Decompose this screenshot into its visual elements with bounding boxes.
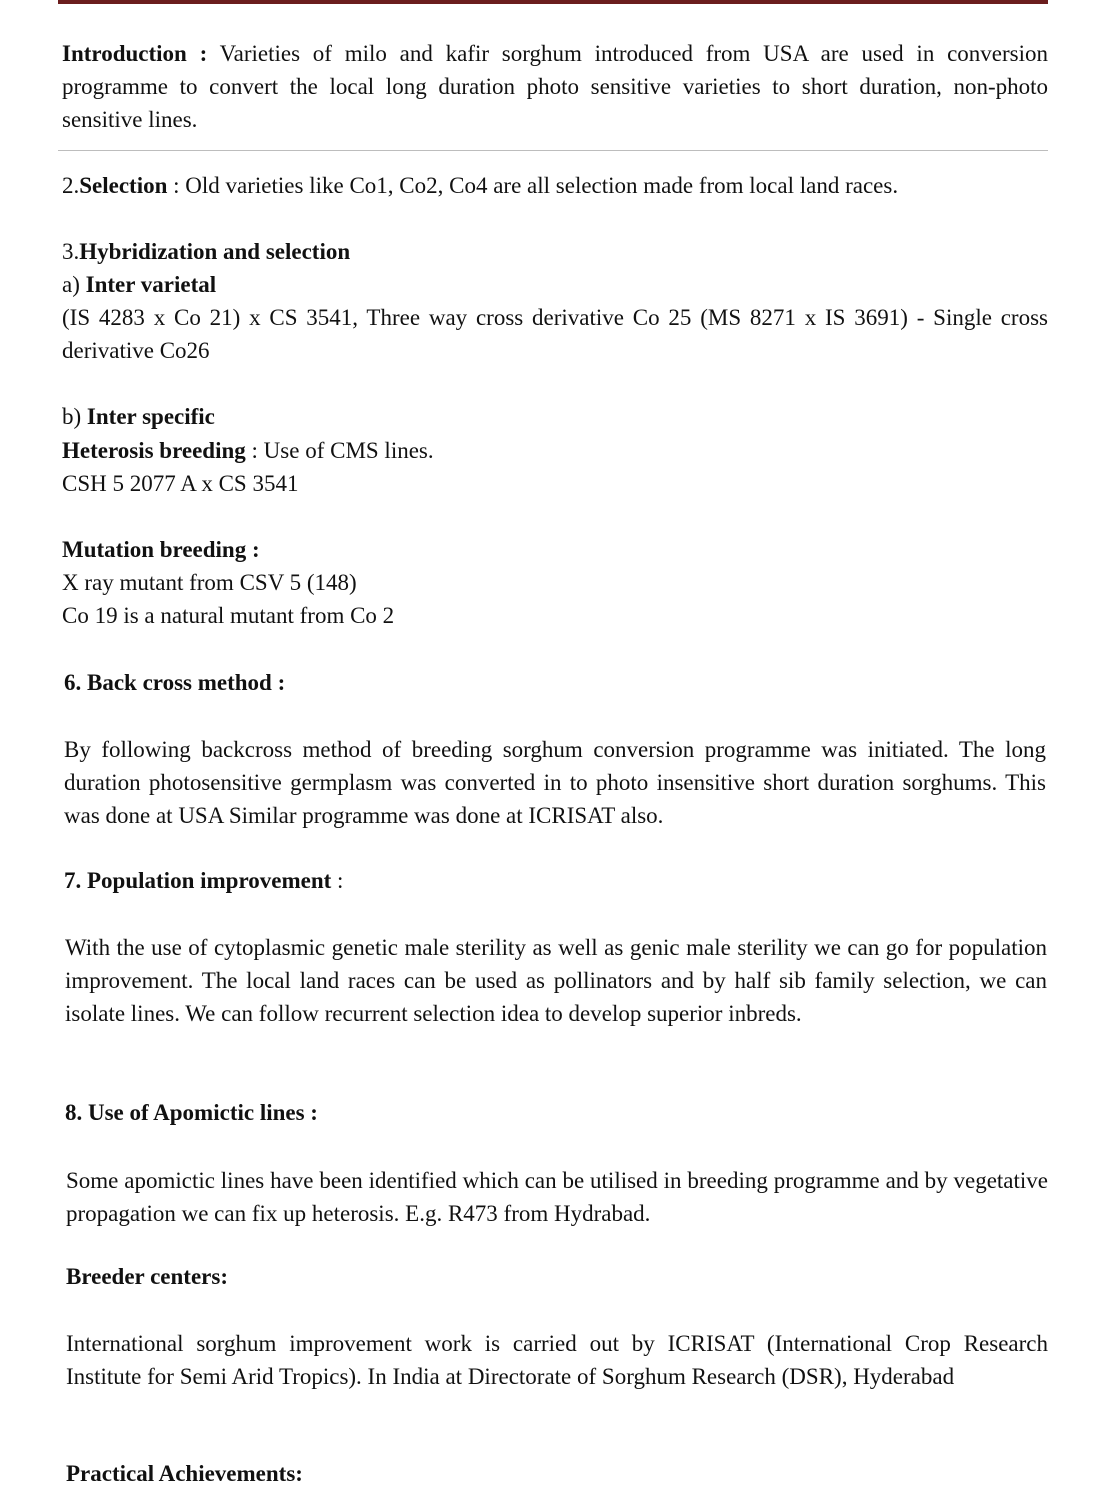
inter-varietal-heading bbox=[62, 268, 1048, 301]
breeder-centers-paragraph: International sorghum improvement work is carried out by ICRISAT (International Crop Research Institute for Semi Arid Tropics). In India at Directorate of Sorghum Research (DSR), Hyderabad bbox=[66, 1331, 1048, 1389]
population-colon: : bbox=[331, 868, 344, 893]
backcross-heading bbox=[64, 666, 1050, 699]
introduction-paragraph bbox=[62, 37, 1048, 136]
selection-number: 2. bbox=[62, 173, 80, 198]
mutation-line-2: Co 19 is a natural mutant from Co 2 bbox=[62, 603, 395, 628]
apomictic-paragraph: Some apomictic lines have been identified which can be utilised in breeding programme and by vegetative propagation we can fix up heterosis. E.g. R473 from Hydrabad. bbox=[66, 1168, 1048, 1226]
hybridization-title: Hybridization and selection bbox=[79, 239, 351, 264]
inter-varietal-label: Inter varietal bbox=[85, 272, 217, 297]
introduction-text: Varieties of milo and kafir sorghum introduced from USA are used in conversion programme to convert the local long duration photo sensitive varieties to short duration, non-photo sensitive lines. bbox=[62, 41, 1048, 132]
breeder-centers-heading bbox=[66, 1260, 1052, 1293]
selection-paragraph bbox=[62, 169, 1048, 202]
selection-text: : Old varieties like Co1, Co2, Co4 are all selection made from local land races. bbox=[167, 173, 899, 198]
introduction-label: Introduction : bbox=[62, 41, 208, 66]
mutation-line-1: X ray mutant from CSV 5 (148) bbox=[62, 570, 357, 595]
inter-specific-heading bbox=[62, 400, 1048, 433]
population-title: 7. Population improvement bbox=[64, 868, 332, 893]
hybridization-heading bbox=[62, 235, 1048, 268]
mutation-title: Mutation breeding : bbox=[62, 537, 260, 562]
inter-varietal-prefix: a) bbox=[62, 272, 86, 297]
inter-varietal-text: (IS 4283 x Co 21) x CS 3541, Three way cross derivative Co 25 (MS 8271 x IS 3691) - Single cross derivative Co26 bbox=[62, 305, 1048, 363]
section-divider bbox=[58, 150, 1048, 151]
inter-specific-label: Inter specific bbox=[86, 404, 215, 429]
backcross-title: 6. Back cross method : bbox=[64, 670, 286, 695]
population-paragraph: With the use of cytoplasmic genetic male sterility as well as genic male sterility we can go for population improvement. The local land races can be used as pollinators and by half sib family selection, we can isolate lines. We can follow recurrent selection idea to develop superior inbreds. bbox=[65, 935, 1047, 1026]
top-rule bbox=[58, 0, 1048, 4]
population-heading bbox=[64, 864, 1050, 897]
heterosis-label: Heterosis breeding bbox=[62, 438, 246, 463]
apomictic-title: 8. Use of Apomictic lines : bbox=[65, 1100, 318, 1125]
heterosis-line bbox=[62, 434, 1048, 467]
breeder-centers-title: Breeder centers: bbox=[66, 1264, 228, 1289]
apomictic-heading bbox=[65, 1096, 1051, 1129]
practical-achievements-heading bbox=[66, 1457, 1052, 1490]
csh-line: CSH 5 2077 A x CS 3541 bbox=[62, 471, 299, 496]
selection-label: Selection bbox=[79, 173, 168, 198]
heterosis-text: : Use of CMS lines. bbox=[245, 438, 434, 463]
practical-achievements-title: Practical Achievements: bbox=[66, 1461, 303, 1486]
backcross-paragraph: By following backcross method of breeding sorghum conversion programme was initiated. The long duration photosensitive germplasm was converted in to photo insensitive short duration sorghums. This was done at USA Similar programme was done at ICRISAT also. bbox=[64, 737, 1046, 828]
inter-specific-prefix: b) bbox=[62, 404, 87, 429]
hybridization-number: 3. bbox=[62, 239, 80, 264]
mutation-heading bbox=[62, 533, 1048, 566]
